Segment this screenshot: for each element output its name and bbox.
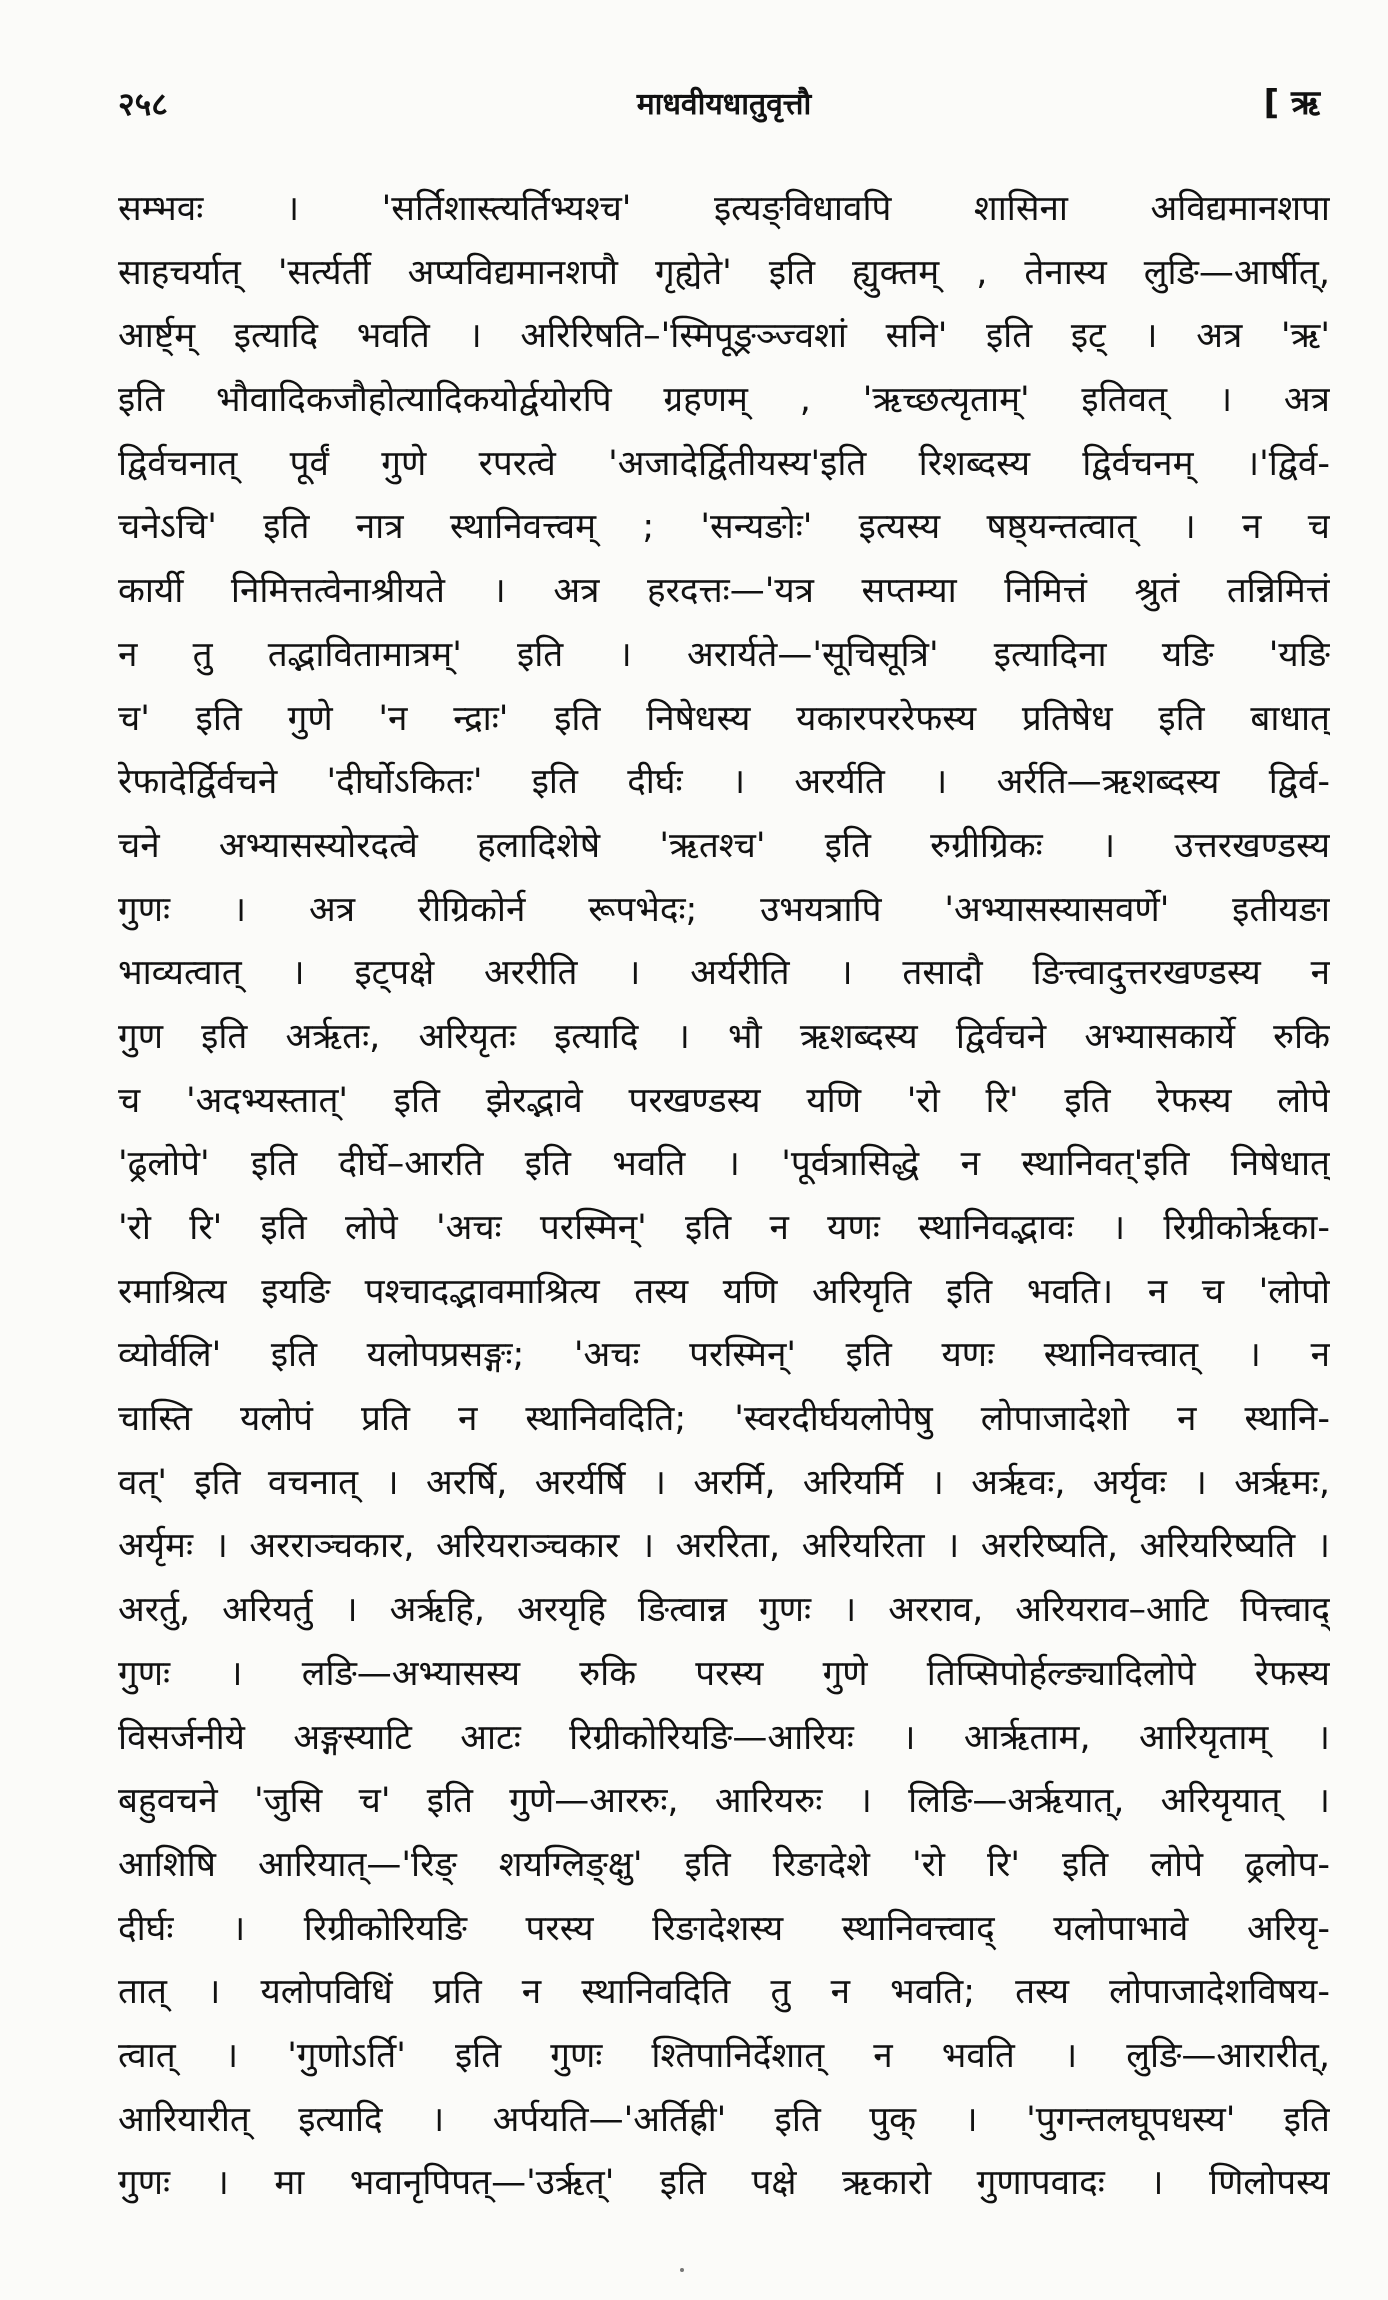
running-head <box>118 78 1330 142</box>
text-line: द्विर्वचनात् पूर्वं गुणे रपरत्वे 'अजादेर्द्वितीयस्य'इति रिशब्दस्य द्विर्वचनम् ।'द्विर्व- <box>118 443 1330 484</box>
text-line: न तु तद्भावितामात्रम्' इति । अरार्यते—'सूचिसूत्रि' इत्यादिना यङि 'यङि <box>118 634 1330 675</box>
text-line: आरियारीत् इत्यादि । अर्पयति—'अर्तिह्री' इति पुक् । 'पुगन्तलघूपधस्य' इति <box>118 2099 1330 2140</box>
text-line: चनेऽचि' इति नात्र स्थानिवत्त्वम् ; 'सन्यङोः' इत्यस्य षष्ठ्यन्तत्वात् । न च <box>118 507 1330 548</box>
text-line: गुण इति अर्ऋतः, अरियृतः इत्यादि । भौ ऋशब्दस्य द्विर्वचने अभ्यासकार्ये रुकि <box>118 1016 1330 1057</box>
body-text <box>118 178 1330 2216</box>
text-line: तात् । यलोपविधिं प्रति न स्थानिवदिति तु न भवति; तस्य लोपाजादेशविषय- <box>118 1972 1330 2013</box>
text-line: दीर्घः । रिग्रीकोरियङि परस्य रिङादेशस्य स्थानिवत्त्वाद् यलोपाभावे अरियृ- <box>118 1908 1330 1949</box>
section-mark: [ ऋ <box>1263 83 1320 123</box>
text-line: 'ढ्रलोपे' इति दीर्घे–आरति इति भवति । 'पूर्वत्रासिद्धे न स्थानिवत्'इति निषेधात् <box>118 1144 1330 1185</box>
text-line: च' इति गुणे 'न न्द्राः' इति निषेधस्य यकारपररेफस्य प्रतिषेध इति बाधात् <box>118 698 1330 739</box>
text-line: चने अभ्यासस्योरदत्वे हलादिशेषे 'ऋतश्च' इति रुग्रीग्रिकः । उत्तरखण्डस्य <box>118 825 1330 866</box>
text-line: त्वात् । 'गुणोऽर्ति' इति गुणः श्तिपानिर्देशात् न भवति । लुङि—आरारीत्, <box>118 2035 1330 2076</box>
text-line: 'रो रि' इति लोपे 'अचः परस्मिन्' इति न यणः स्थानिवद्भावः । रिग्रीकोर्ऋका- <box>118 1208 1330 1248</box>
text-line: गुणः । मा भवानृपिपत्—'उर्ऋत्' इति पक्षे ऋकारो गुणापवादः । णिलोपस्य <box>118 2163 1330 2204</box>
text-line: भाव्यत्वात् । इट्पक्षे अररीति । अर्यरीति । तसादौ ङित्त्वादुत्तरखण्डस्य न <box>118 953 1330 994</box>
text-line: रेफादेर्द्विर्वचने 'दीर्घोऽकितः' इति दीर्घः । अरर्यति । अर्रति—ऋशब्दस्य द्विर्व- <box>118 762 1330 803</box>
book-title: माधवीयधातुवृत्तौ <box>636 87 812 122</box>
ink-speck <box>680 2268 684 2272</box>
book-page <box>118 78 1330 2258</box>
text-line: चास्ति यलोपं प्रति न स्थानिवदिति; 'स्वरदीर्घयलोपेषु लोपाजादेशो न स्थानि- <box>118 1399 1330 1440</box>
text-line: कार्यी निमित्तत्वेनाश्रीयते । अत्र हरदत्तः—'यत्र सप्तम्या निमित्तं श्रुतं तन्निमित्तं <box>118 571 1330 612</box>
text-line: साहचर्यात् 'सर्त्यर्ती अप्यविद्यमानशपौ गृह्येते' इति ह्युक्तम् , तेनास्य लुङि—आर्षीत्, <box>118 252 1330 293</box>
text-line: विसर्जनीये अङ्गस्याटि आटः रिग्रीकोरियङि—आरियः । आर्ऋताम, आरियृताम् । <box>118 1717 1330 1758</box>
text-line: व्योर्वलि' इति यलोपप्रसङ्गः; 'अचः परस्मिन्' इति यणः स्थानिवत्त्वात् । न <box>118 1335 1330 1376</box>
text-line: गुणः । अत्र रीग्रिकोर्न रूपभेदः; उभयत्रापि 'अभ्यासस्यासवर्णे' इतीयङा <box>118 889 1330 930</box>
text-line: आशिषि आरियात्—'रिङ् शयग्लिङ्क्षु' इति रिङादेशे 'रो रि' इति लोपे ढ्रलोप- <box>118 1844 1330 1885</box>
text-line: अर्यृमः । अरराञ्चकार, अरियराञ्चकार । अररिता, अरियरिता । अररिष्यति, अरियरिष्यति । <box>118 1526 1330 1567</box>
text-line: अरर्तु, अरियर्तु । अर्ऋहि, अरयृहि ङित्वान्न गुणः । अरराव, अरियराव–आटि पित्त्वाद् <box>118 1590 1330 1631</box>
text-line: इति भौवादिकजौहोत्यादिकयोर्द्वयोरपि ग्रहणम् , 'ऋच्छत्यृताम्' इतिवत् । अत्र <box>118 380 1330 421</box>
text-line: गुणः । लङि—अभ्यासस्य रुकि परस्य गुणे तिप्सिपोर्हल्ङ्यादिलोपे रेफस्य <box>118 1653 1330 1694</box>
text-line: बहुवचने 'जुसि च' इति गुणे—आररुः, आरियरुः । लिङि—अर्ऋयात्, अरियृयात् । <box>118 1781 1330 1822</box>
text-line: आर्ष्ट्म् इत्यादि भवति । अरिरिषति–'स्मिपूङ्रञ्ज्वशां सनि' इति इट् । अत्र 'ऋ' <box>118 316 1330 357</box>
text-line: सम्भवः । 'सर्तिशास्त्यर्तिभ्यश्च' इत्यङ्विधावपि शासिना अविद्यमानशपा <box>118 189 1330 229</box>
text-line: च 'अदभ्यस्तात्' इति झेरद्भावे परखण्डस्य यणि 'रो रि' इति रेफस्य लोपे <box>118 1080 1330 1121</box>
page-number: २५८ <box>118 85 168 123</box>
text-line: रमाश्रित्य इयङि पश्चादद्भावमाश्रित्य तस्य यणि अरियृति इति भवति। न च 'लोपो <box>118 1271 1330 1312</box>
text-line: वत्' इति वचनात् । अरर्षि, अरर्यर्षि । अरर्मि, अरियर्मि । अर्ऋवः, अर्यृवः । अर्ऋमः, <box>118 1462 1330 1503</box>
